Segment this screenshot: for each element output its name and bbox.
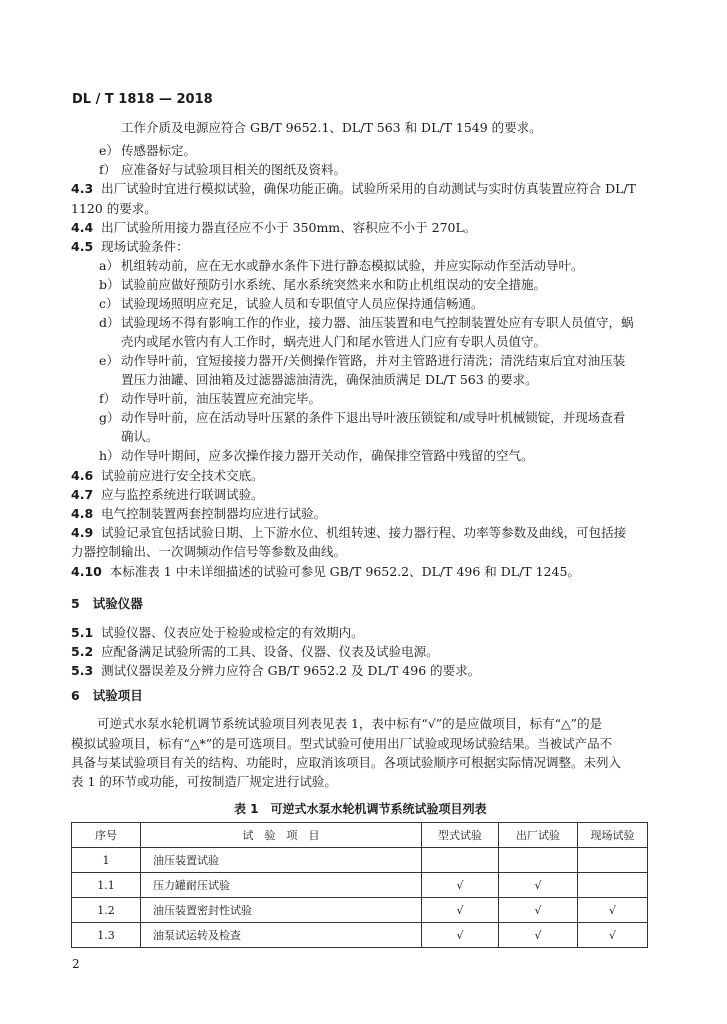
- item-text: 应准备好与试验项目相关的图纸及资料。: [121, 162, 347, 177]
- clause-number: 5.1: [71, 625, 94, 640]
- item-text: 动作导叶前，宜短接接力器开/关侧操作管路，并对主管路进行清洗；清洗结束后宜对油压装: [121, 353, 626, 368]
- cell-factory: √: [499, 923, 578, 948]
- list-item: [99, 355, 625, 368]
- clause-4-3: [71, 183, 636, 196]
- clause-number: 4.5: [71, 239, 94, 254]
- header-item: 试 验 项 目: [141, 823, 422, 848]
- cell-type: [422, 848, 499, 873]
- cell-seq: 1.3: [72, 923, 141, 948]
- item-label: a）: [99, 258, 119, 273]
- clause-text: 本标准表 1 中未详细描述的试验可参见 GB/T 9652.2、DL/T 496 和 DL/T 1245。: [109, 564, 580, 579]
- clause-number: 4.8: [71, 506, 94, 521]
- header-type-test: 型式试验: [422, 823, 499, 848]
- cell-type: √: [422, 923, 499, 948]
- item-text: 动作导叶期间，应多次操作接力器开关动作，确保排空管路中残留的空气。: [121, 448, 534, 463]
- clause-text: 试验前应进行安全技术交底。: [101, 468, 264, 483]
- section-5-heading: [71, 598, 143, 611]
- list-item: [99, 260, 584, 273]
- clause-number: 4.3: [71, 181, 94, 196]
- clause-number: 4.6: [71, 468, 94, 483]
- clause-text: 试验记录宜包括试验日期、上下游水位、机组转速、接力器行程、功率等参数及曲线，可包括接: [101, 525, 627, 540]
- cell-site: √: [578, 898, 648, 923]
- text-line: 壳内或尾水管内有人工作时，蜗壳进人门和尾水管进人门应有专职人员值守。: [121, 334, 547, 349]
- test-items-table: [71, 822, 648, 948]
- cell-site: [578, 848, 648, 873]
- list-item: [99, 298, 484, 311]
- page-number: 2: [72, 957, 80, 971]
- clause-text: 试验仪器、仪表应处于检验或检定的有效期内。: [101, 625, 364, 640]
- paragraph-line: 模拟试验项目，标有“△*”的是可选项目。型式试验可使用出厂试验或现场试验结果。当被试产品不: [71, 736, 613, 751]
- clause-number: 4.7: [71, 487, 94, 502]
- table-row: [72, 873, 648, 898]
- item-label: e）: [99, 353, 119, 368]
- cell-seq: 1.2: [72, 898, 141, 923]
- clause-text: 应与监控系统进行联调试验。: [101, 487, 264, 502]
- clause-number: 4.10: [71, 564, 102, 579]
- cell-factory: [499, 848, 578, 873]
- list-item: [99, 145, 196, 158]
- section-title: 试验项目: [92, 688, 143, 703]
- header-seq: 序号: [72, 823, 141, 848]
- cell-item: 压力罐耐压试验: [141, 873, 422, 898]
- text-line: 1120 的要求。: [71, 201, 157, 216]
- item-label: c）: [99, 296, 119, 311]
- item-label: e）: [99, 143, 119, 158]
- list-item: [99, 279, 546, 292]
- table-header-row: [72, 823, 648, 848]
- clause-4-10: [71, 566, 580, 579]
- paragraph-line: 可逆式水泵水轮机调节系统试验项目列表见表 1，表中标有“√”的是应做项目，标有“△”的是: [97, 716, 603, 731]
- document-id: DL / T 1818 — 2018: [72, 92, 213, 107]
- clause-4-7: [71, 489, 264, 502]
- table-caption: 表 1 可逆式水泵水轮机调节系统试验项目列表: [234, 802, 487, 816]
- cell-seq: 1.1: [72, 873, 141, 898]
- clause-number: 4.4: [71, 220, 94, 235]
- paragraph-line: 具备与某试验项目有关的结构、功能时，应取消该项目。各项试验顺序可根据实际情况调整。未列入: [71, 755, 622, 770]
- item-label: f）: [99, 391, 117, 406]
- item-label: d）: [99, 315, 120, 330]
- clause-4-5: [71, 241, 189, 254]
- section-number: 6: [71, 688, 80, 703]
- clause-text: 应配备满足试验所需的工具、设备、仪器、仪表及试验电源。: [101, 644, 439, 659]
- clause-5-3: [71, 665, 480, 678]
- clause-5-2: [71, 646, 439, 659]
- cell-type: √: [422, 873, 499, 898]
- paragraph-line: 表 1 的环节或功能，可按制造厂规定进行试验。: [71, 774, 337, 789]
- cell-type: √: [422, 898, 499, 923]
- clause-text: 测试仪器误差及分辨力应符合 GB/T 9652.2 及 DL/T 496 的要求。: [101, 663, 481, 678]
- cell-seq: 1: [72, 848, 141, 873]
- item-label: f）: [99, 162, 117, 177]
- item-text: 试验现场照明应充足，试验人员和专职值守人员应保持通信畅通。: [121, 296, 484, 311]
- clause-text: 电气控制装置两套控制器均应进行试验。: [101, 506, 327, 521]
- clause-5-1: [71, 627, 364, 640]
- text-line: 力器控制输出、一次调频动作信号等参数及曲线。: [71, 544, 347, 559]
- section-title: 试验仪器: [92, 596, 143, 611]
- item-label: g）: [99, 410, 120, 425]
- item-text: 试验前应做好预防引水系统、尾水系统突然来水和防止机组误动的安全措施。: [121, 277, 547, 292]
- cell-item: 油泵试运转及检查: [141, 923, 422, 948]
- text-line: 置压力油罐、回油箱及过滤器滤油清洗，确保油质满足 DL/T 563 的要求。: [121, 372, 538, 387]
- list-item: [99, 317, 634, 330]
- clause-text: 现场试验条件：: [101, 239, 189, 254]
- cell-site: [578, 873, 648, 898]
- cell-site: √: [578, 923, 648, 948]
- clause-number: 5.2: [71, 644, 94, 659]
- clause-text: 出厂试验时宜进行模拟试验，确保功能正确。试验所采用的自动测试与实时仿真装置应符合 DL/T: [101, 181, 636, 196]
- header-factory-test: 出厂试验: [499, 823, 578, 848]
- item-text: 试验现场不得有影响工作的作业，接力器、油压装置和电气控制装置处应有专职人员值守，蜗: [121, 315, 634, 330]
- item-text: 传感器标定。: [121, 143, 197, 158]
- header-site-test: 现场试验: [578, 823, 648, 848]
- list-item: [99, 164, 346, 177]
- clause-4-4: [71, 222, 476, 235]
- text-line: 确认。: [121, 429, 159, 444]
- cell-factory: √: [499, 898, 578, 923]
- item-text: 动作导叶前，应在活动导叶压紧的条件下退出导叶液压锁锭和/或导叶机械锁锭，并现场查看: [121, 410, 626, 425]
- clause-number: 5.3: [71, 663, 94, 678]
- table-row: [72, 848, 648, 873]
- clause-4-8: [71, 508, 326, 521]
- clause-4-9: [71, 527, 626, 540]
- item-text: 机组转动前，应在无水或静水条件下进行静态模拟试验，并应实际动作至活动导叶。: [121, 258, 584, 273]
- cell-item: 油压装置试验: [141, 848, 422, 873]
- cell-item: 油压装置密封性试验: [141, 898, 422, 923]
- clause-4-6: [71, 470, 264, 483]
- list-item: [99, 393, 321, 406]
- table-row: [72, 898, 648, 923]
- list-item: [99, 412, 625, 425]
- table-row: [72, 923, 648, 948]
- text-line: 工作介质及电源应符合 GB/T 9652.1、DL/T 563 和 DL/T 1549 的要求。: [121, 120, 542, 135]
- item-label: h）: [99, 448, 120, 463]
- list-item: [99, 450, 534, 463]
- item-label: b）: [99, 277, 120, 292]
- cell-factory: √: [499, 873, 578, 898]
- section-number: 5: [71, 596, 80, 611]
- clause-number: 4.9: [71, 525, 94, 540]
- item-text: 动作导叶前，油压装置应充油完毕。: [121, 391, 322, 406]
- section-6-heading: [71, 690, 143, 703]
- clause-text: 出厂试验所用接力器直径应不小于 350mm、容积应不小于 270L。: [101, 220, 477, 235]
